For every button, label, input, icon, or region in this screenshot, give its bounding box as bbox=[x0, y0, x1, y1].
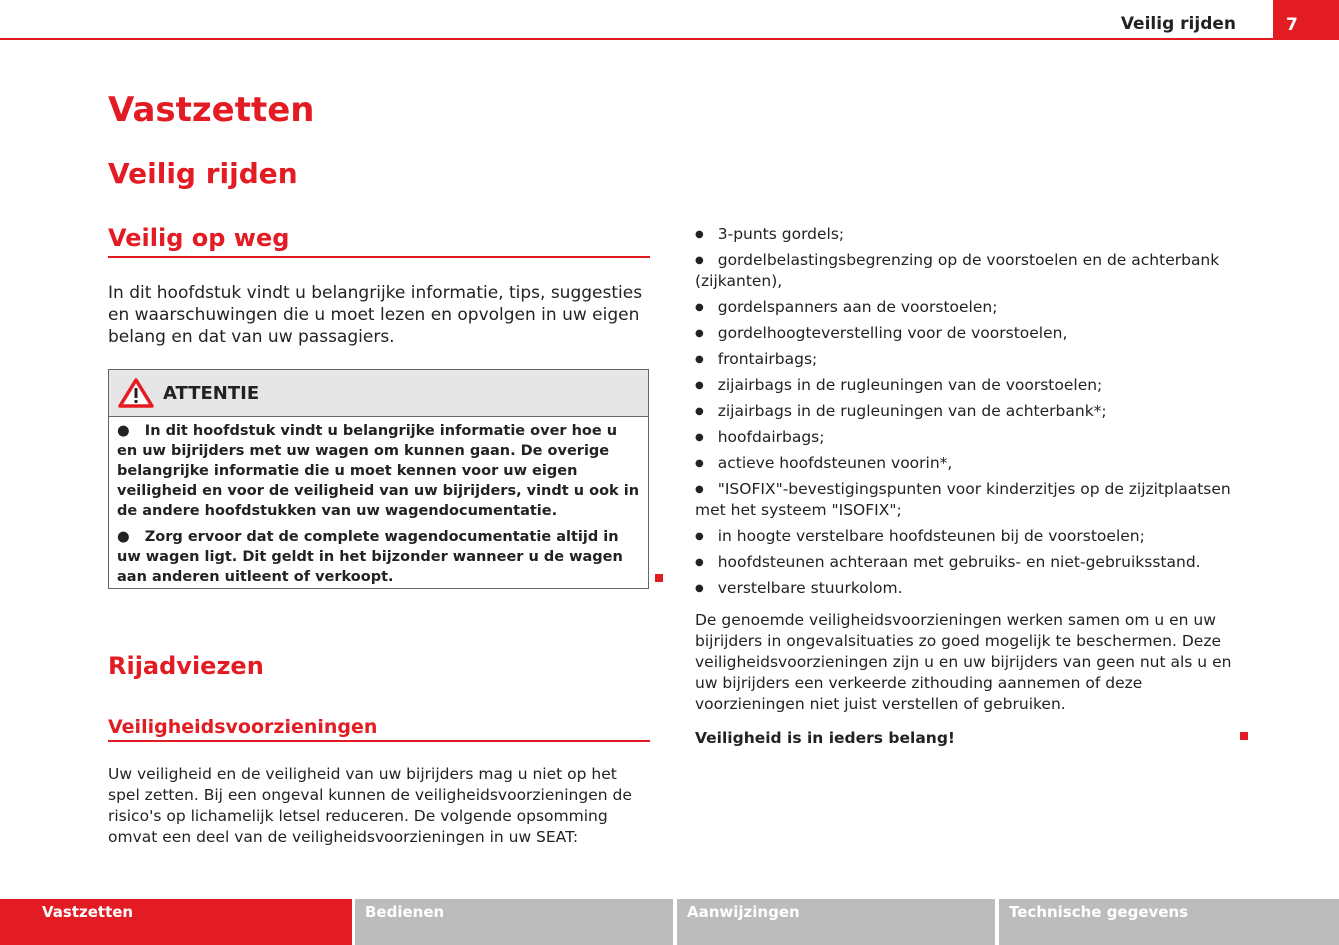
list-item: ● gordelspanners aan de voorstoelen; bbox=[695, 297, 1235, 318]
list-item: ● actieve hoofdsteunen voorin*, bbox=[695, 453, 1235, 474]
heading-veiligheidsvoorzieningen: Veiligheidsvoorzieningen bbox=[108, 716, 650, 742]
list-item: ● gordelhoogteverstelling voor de voorstoelen, bbox=[695, 323, 1235, 344]
end-marker bbox=[1240, 732, 1248, 740]
list-item: ● verstelbare stuurkolom. bbox=[695, 578, 1235, 599]
tab-aanwijzingen[interactable]: Aanwijzingen bbox=[677, 899, 995, 945]
list-item: ● hoofdsteunen achteraan met gebruiks- en niet-gebruiksstand. bbox=[695, 552, 1235, 573]
warning-header bbox=[109, 370, 648, 417]
heading-rijadviezen: Rijadviezen bbox=[108, 652, 264, 680]
list-item: ● zijairbags in de rugleuningen van de voorstoelen; bbox=[695, 375, 1235, 396]
heading-veilig-op-weg: Veilig op weg bbox=[108, 224, 650, 258]
section-title: Veilig rijden bbox=[108, 157, 298, 190]
warning-item: ● In dit hoofdstuk vindt u belangrijke informatie over hoe u en uw bijrijders met uw wagen om kunnen gaan. De overige belangrijke informatie die u moet kennen voor uw eigen veiligheid en voor de veiligheid van uw bijrijders, vindt u ook in de andere hoofdstukken van uw wagendocumentatie. bbox=[117, 423, 640, 519]
intro-text: In dit hoofdstuk vindt u belangrijke informatie, tips, suggesties en waarschuwingen die u moet lezen en opvolgen in uw eigen belang en dat van uw passagiers. bbox=[108, 283, 643, 347]
page-number: 7 bbox=[1273, 0, 1339, 40]
list-item: ● gordelbelastingsbegrenzing op de voorstoelen en de achterbank (zijkanten), bbox=[695, 250, 1235, 292]
list-item: ● frontairbags; bbox=[695, 349, 1235, 370]
list-item: ● zijairbags in de rugleuningen van de achterbank*; bbox=[695, 401, 1235, 422]
list-item: ● hoofdairbags; bbox=[695, 427, 1235, 448]
warning-triangle-icon bbox=[117, 377, 155, 409]
tab-vastzetten[interactable]: Vastzetten bbox=[0, 899, 352, 945]
closing-text: Veiligheid is in ieders belang! bbox=[695, 729, 956, 747]
end-marker bbox=[655, 574, 663, 582]
warning-item: ● Zorg ervoor dat de complete wagendocumentatie altijd in uw wagen ligt. Dit geldt in het bijzonder wanneer u de wagen aan anderen uitleent of verkoopt. bbox=[117, 529, 623, 585]
body-text: Uw veiligheid en de veiligheid van uw bijrijders mag u niet op het spel zetten. Bij een ongeval kunnen de veiligheidsvoorzieningen de risico's op lichamelijk letsel reduceren. De volgende opsomming omvat een deel van de veiligheidsvoorzieningen in uw SEAT: bbox=[108, 765, 632, 846]
list-item: ● 3-punts gordels; bbox=[695, 224, 1235, 245]
summary-text: De genoemde veiligheidsvoorzieningen werken samen om u en uw bijrijders in ongevalsituaties zo goed mogelijk te beschermen. Deze veiligheidsvoorzieningen zijn u en uw bijrijders van geen nut als u en uw bijrijders een verkeerde zithouding aannemen of deze voorzieningen niet juist verstellen of gebruiken. bbox=[695, 611, 1232, 713]
list-item: ● in hoogte verstelbare hoofdsteunen bij de voorstoelen; bbox=[695, 526, 1235, 547]
tab-bedienen[interactable]: Bedienen bbox=[355, 899, 673, 945]
list-item: ● "ISOFIX"-bevestigingspunten voor kinderzitjes op de zijzitplaatsen met het systeem "ISOFIX"; bbox=[695, 479, 1235, 521]
tab-technische-gegevens[interactable]: Technische gegevens bbox=[999, 899, 1339, 945]
warning-box bbox=[108, 369, 649, 589]
warning-label: ATTENTIE bbox=[163, 382, 260, 404]
running-header: Veilig rijden bbox=[1120, 14, 1236, 34]
header-divider bbox=[0, 38, 1339, 40]
features-list bbox=[695, 224, 1235, 604]
chapter-title: Vastzetten bbox=[108, 90, 315, 130]
